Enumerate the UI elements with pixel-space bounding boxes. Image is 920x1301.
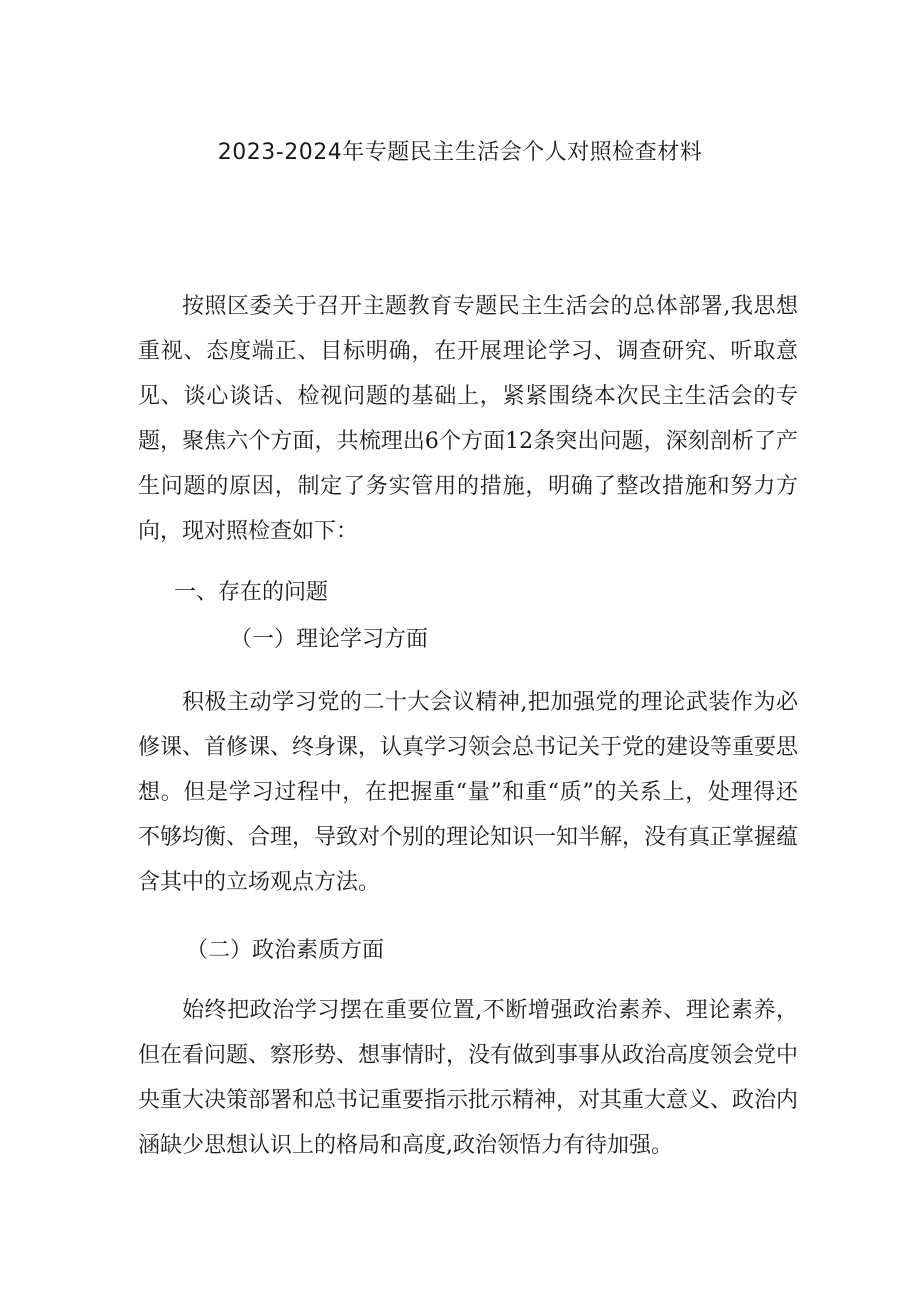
document-title: 2023-2024年专题民主生活会个人对照检查材料 [217, 140, 703, 165]
subsection-heading-theory-study: （一）理论学习方面 [230, 627, 429, 652]
theory-study-paragraph: 积极主动学习党的二十大会议精神,把加强党的理论武装作为必修课、首修课、终身课，认真学习领会总书记关于党的建设等重要思想。但是学习过程中，在把握重“量”和重“质”的关系上，处理得还不够均衡、合理，导致对个别的理论知识一知半解，没有真正掌握蕴含其中的立场观点方法。 [138, 690, 799, 895]
subsection-heading-political-quality: （二）政治素质方面 [186, 938, 385, 963]
section-heading-problems: 一、存在的问题 [174, 580, 329, 605]
intro-paragraph: 按照区委关于召开主题教育专题民主生活会的总体部署,我思想重视、态度端正、目标明确，在开展理论学习、调查研究、听取意见、谈心谈话、检视问题的基础上，紧紧围绕本次民主生活会的专题，聚焦六个方面，共梳理出6个方面12条突出问题，深刻剖析了产生问题的原因，制定了务实管用的措施，明确了整改措施和努力方向，现对照检查如下： [138, 294, 798, 544]
political-quality-paragraph: 始终把政治学习摆在重要位置,不断增强政治素养、理论素养，但在看问题、察形势、想事情时，没有做到事事从政治高度领会党中央重大决策部署和总书记重要指示批示精神，对其重大意义、政治内涵缺少思想认识上的格局和高度,政治领悟力有待加强。 [138, 998, 799, 1158]
